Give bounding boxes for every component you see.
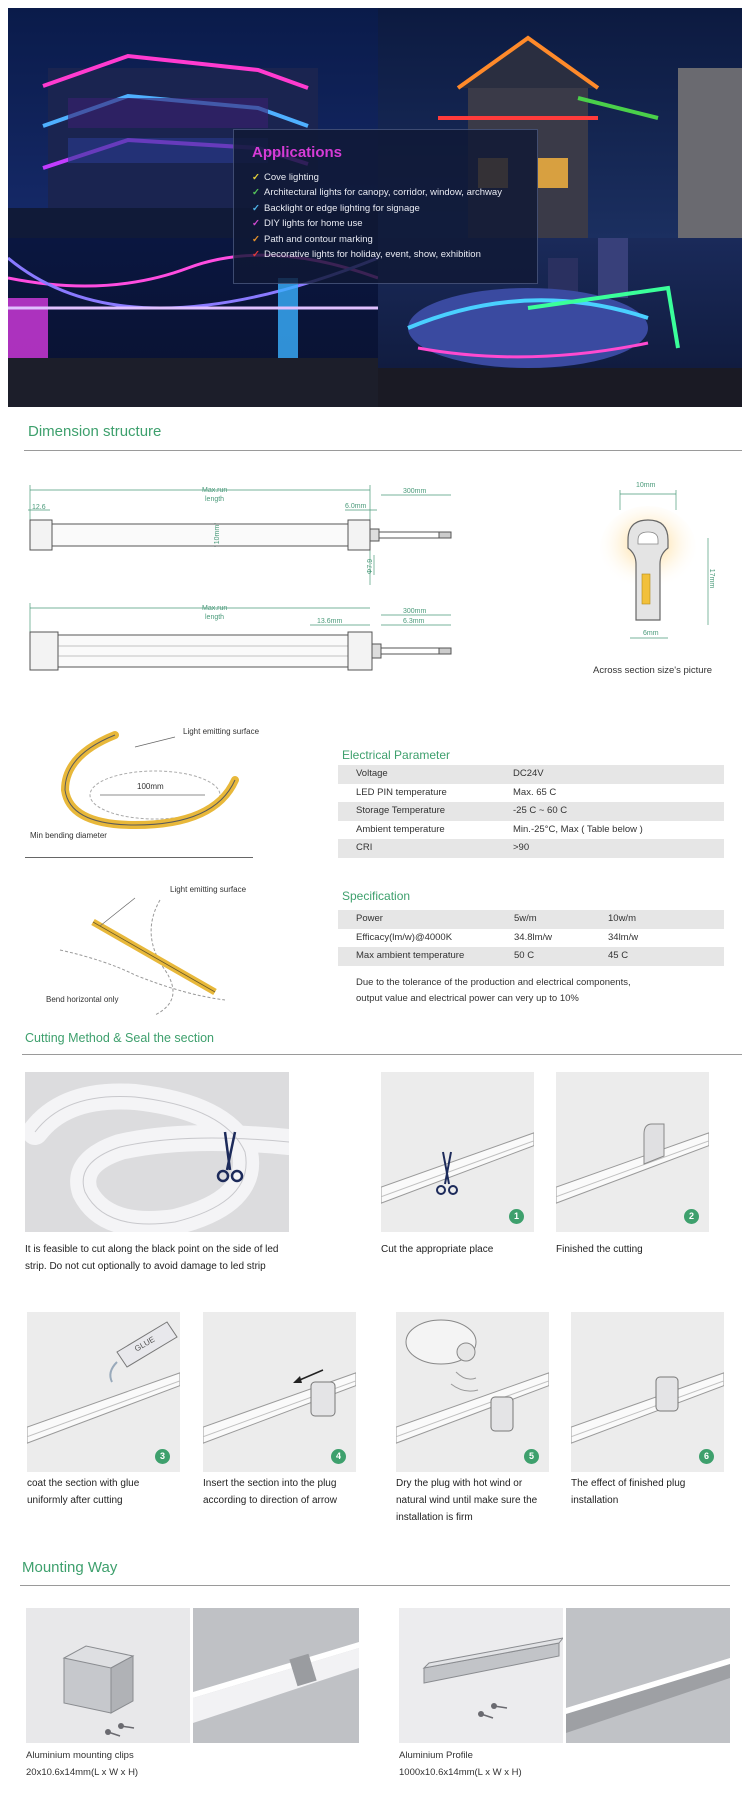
applications-list: [252, 170, 519, 262]
step-number-badge: 5: [524, 1449, 539, 1464]
cross-section-caption: Across section size's picture: [593, 665, 713, 676]
application-text: Path and contour marking: [264, 233, 373, 245]
profile-caption-2: 1000x10.6x14mm(L x W x H): [399, 1767, 522, 1778]
applications-title: Applications: [252, 144, 343, 161]
dim-13-6mm: 13.6mm: [317, 618, 343, 625]
param-value: -25 C ~ 60 C: [513, 805, 568, 816]
profile-photo: [399, 1608, 563, 1743]
spec-value: 10w/m: [608, 913, 636, 924]
application-item: [252, 247, 519, 262]
step-4-image: [203, 1312, 356, 1472]
dim-12-6: 12.6: [32, 504, 46, 511]
application-item: [252, 232, 519, 247]
spec-row: [338, 947, 724, 966]
application-text: Cove lighting: [264, 172, 319, 183]
step-number-badge: 4: [331, 1449, 346, 1464]
spec-value: 5w/m: [514, 913, 537, 924]
step-caption: installation: [571, 1495, 619, 1506]
application-item: [252, 185, 519, 200]
spec-label: Power: [356, 913, 383, 924]
dim-300mm: 300mm: [403, 488, 427, 495]
spec-label: Max ambient temperature: [356, 950, 465, 961]
min-bending-label: Min bending diameter: [30, 831, 107, 840]
spec-value: 50 C: [514, 950, 535, 961]
step-number-badge: 3: [155, 1449, 170, 1464]
bend-divider: [25, 857, 253, 858]
step-5-image: [396, 1312, 549, 1472]
cutting-title: Cutting Method & Seal the section: [25, 1031, 215, 1045]
diameter-label: 100mm: [137, 782, 164, 791]
mounting-clip-installed-photo: [193, 1608, 359, 1743]
check-icon: ✓: [252, 202, 260, 214]
profile-caption-1: Aluminium Profile: [399, 1750, 473, 1761]
max-run-label-2: length: [205, 496, 225, 503]
electrical-title: Electrical Parameter: [342, 748, 451, 762]
profile-installed-photo: [566, 1608, 730, 1743]
divider: [22, 1054, 742, 1055]
spec-note-2: output value and electrical power can very up to 10%: [356, 993, 579, 1004]
cut-photo-main: [25, 1072, 289, 1232]
step-number-badge: 1: [509, 1209, 524, 1224]
dim-300mm-b: 300mm: [403, 608, 427, 615]
application-text: Backlight or edge lighting for signage: [264, 202, 420, 214]
dim-6mm: 6.0mm: [345, 503, 367, 510]
dimension-title: Dimension structure: [28, 423, 162, 440]
dim-10mm: 10mm: [214, 524, 222, 545]
step-caption: Cut the appropriate place: [381, 1244, 494, 1255]
check-icon: ✓: [252, 249, 260, 261]
applications-panel: [233, 129, 538, 284]
spec-value: 34lm/w: [608, 931, 639, 943]
electrical-table: [338, 765, 724, 858]
step-2-image: [556, 1072, 709, 1232]
application-item: [252, 170, 519, 185]
specification-title: Specification: [342, 889, 411, 903]
divider: [20, 1585, 730, 1586]
application-text: Architectural lights for canopy, corridor, window, archway: [264, 187, 502, 199]
check-icon: ✓: [252, 187, 260, 199]
step-caption: coat the section with glue: [27, 1478, 140, 1489]
application-item: [252, 216, 519, 231]
spec-row: [338, 910, 724, 929]
check-icon: ✓: [252, 172, 260, 183]
bend-horizontal-label: Bend horizontal only: [46, 995, 119, 1004]
application-text: Decorative lights for holiday, event, show, exhibition: [264, 249, 481, 261]
param-value: Min.-25°C, Max ( Table below ): [513, 823, 643, 835]
hero-banner: [8, 8, 742, 407]
param-label: CRI: [356, 842, 373, 853]
cs-top-dim: 10mm: [636, 482, 656, 489]
step-caption: The effect of finished plug: [571, 1478, 686, 1489]
step-3-image: [27, 1312, 180, 1472]
electrical-row: [338, 839, 724, 858]
check-icon: ✓: [252, 218, 260, 230]
step-caption: natural wind until make sure the: [396, 1495, 538, 1506]
check-icon: ✓: [252, 233, 260, 245]
param-label: Storage Temperature: [356, 805, 446, 816]
application-text: DIY lights for home use: [264, 218, 363, 230]
step-1-image: [381, 1072, 534, 1232]
cut-caption-main-2: strip. Do not cut optionally to avoid damage to led strip: [25, 1261, 266, 1272]
cs-bottom-dim: 6mm: [643, 630, 659, 637]
param-label: LED PIN temperature: [356, 786, 447, 798]
specification-table: [338, 910, 724, 966]
application-item: [252, 201, 519, 216]
step-6-image: [571, 1312, 724, 1472]
param-value: >90: [513, 842, 530, 853]
step-caption: installation is firm: [396, 1512, 473, 1523]
step-number-badge: 2: [684, 1209, 699, 1224]
cut-caption-main-1: It is feasible to cut along the black point on the side of led: [25, 1244, 279, 1255]
spec-note-1: Due to the tolerance of the production and electrical components,: [356, 977, 631, 988]
electrical-row: [338, 802, 724, 821]
step-caption: according to direction of arrow: [203, 1495, 337, 1506]
max-run-label: Max.run: [202, 487, 228, 494]
dim-6-3mm: 6.3mm: [403, 618, 425, 625]
mounting-clip-photo: [26, 1608, 190, 1743]
clips-caption-1: Aluminium mounting clips: [26, 1750, 134, 1761]
clips-caption-2: 20x10.6x14mm(L x W x H): [26, 1767, 139, 1778]
step-caption: uniformly after cutting: [27, 1495, 123, 1506]
max-run-label-b2: length: [205, 614, 225, 621]
electrical-row: [338, 765, 724, 784]
cross-section: [590, 480, 720, 650]
param-label: Ambient temperature: [356, 823, 445, 835]
step-caption: Insert the section into the plug: [203, 1478, 337, 1489]
step-caption: Finished the cutting: [556, 1244, 643, 1255]
mounting-title: Mounting Way: [22, 1559, 118, 1576]
spec-label: Efficacy(lm/w)@4000K: [356, 931, 453, 943]
cs-right-dim: 17mm: [708, 568, 716, 589]
param-value: DC24V: [513, 768, 544, 779]
step-caption: Dry the plug with hot wind or: [396, 1478, 523, 1489]
dimension-drawing: [25, 475, 545, 685]
dim-phi: Φ7.9: [367, 558, 375, 575]
step-number-badge: 6: [699, 1449, 714, 1464]
divider: [24, 450, 742, 451]
electrical-row: [338, 784, 724, 803]
svg-text:GLUE: GLUE: [133, 1334, 157, 1354]
light-surface-label-2: Light emitting surface: [170, 885, 247, 894]
param-value: Max. 65 C: [513, 786, 557, 798]
electrical-row: [338, 821, 724, 840]
max-run-label-b: Max.run: [202, 605, 228, 612]
bending-diagram: [25, 725, 265, 845]
light-surface-label-1: Light emitting surface: [183, 727, 260, 736]
param-label: Voltage: [356, 768, 388, 779]
spec-value: 34.8lm/w: [514, 931, 553, 943]
spec-row: [338, 929, 724, 948]
spec-value: 45 C: [608, 950, 629, 961]
